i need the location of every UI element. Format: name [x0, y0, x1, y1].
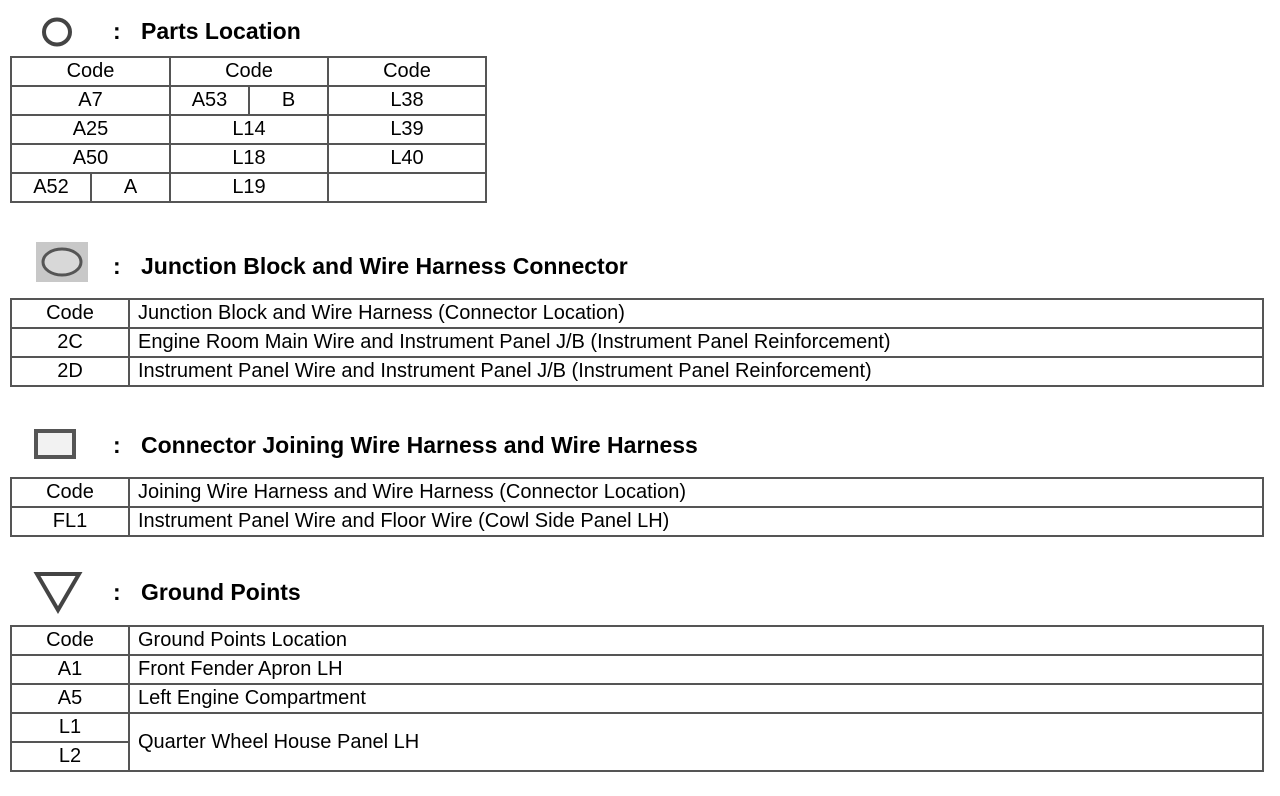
section-colon: :: [113, 253, 121, 279]
section-title-connector-joining: Connector Joining Wire Harness and Wire Harness: [141, 432, 698, 458]
oval-shaded-icon: [34, 240, 90, 284]
code-cell: FL1: [11, 507, 129, 536]
table-row: [11, 173, 486, 202]
header-description: Joining Wire Harness and Wire Harness (Connector Location): [129, 478, 1263, 507]
parts-location-table: [10, 56, 487, 203]
description-cell: Quarter Wheel House Panel LH: [129, 713, 1263, 771]
table-row: [11, 684, 1263, 713]
section-title-junction-block: Junction Block and Wire Harness Connector: [141, 253, 628, 279]
code-cell: A25: [11, 115, 170, 144]
code-cell: L2: [11, 742, 129, 771]
code-cell: L39: [328, 115, 486, 144]
section-title-ground-points: Ground Points: [141, 579, 301, 605]
header-code: Code: [11, 299, 129, 328]
header-description: Junction Block and Wire Harness (Connector Location): [129, 299, 1263, 328]
code-cell: A5: [11, 684, 129, 713]
connector-joining-table: [10, 477, 1264, 537]
code-cell: A52: [11, 173, 91, 202]
table-row: [11, 713, 1263, 742]
code-cell: 2D: [11, 357, 129, 386]
table-header-row: [11, 299, 1263, 328]
description-cell: Front Fender Apron LH: [129, 655, 1263, 684]
section-colon: :: [113, 579, 121, 605]
code-cell: L18: [170, 144, 328, 173]
code-cell: B: [249, 86, 328, 115]
section-title-parts-location: Parts Location: [141, 18, 301, 44]
table-row: [11, 507, 1263, 536]
junction-block-table: [10, 298, 1264, 387]
code-cell: A50: [11, 144, 170, 173]
ground-points-table: [10, 625, 1264, 772]
description-cell: Engine Room Main Wire and Instrument Panel J/B (Instrument Panel Reinforcement): [129, 328, 1263, 357]
section-colon: :: [113, 18, 121, 44]
circle-icon: [40, 16, 74, 48]
triangle-down-icon: [33, 570, 83, 614]
section-colon: :: [113, 432, 121, 458]
code-cell: L19: [170, 173, 328, 202]
table-row: [11, 655, 1263, 684]
table-row: [11, 357, 1263, 386]
header-code: Code: [11, 626, 129, 655]
header-description: Ground Points Location: [129, 626, 1263, 655]
code-cell: A53: [170, 86, 249, 115]
code-cell: A1: [11, 655, 129, 684]
code-cell: L1: [11, 713, 129, 742]
code-cell: L14: [170, 115, 328, 144]
rectangle-icon: [33, 428, 77, 460]
code-cell: L40: [328, 144, 486, 173]
description-cell: Left Engine Compartment: [129, 684, 1263, 713]
description-cell: Instrument Panel Wire and Floor Wire (Cowl Side Panel LH): [129, 507, 1263, 536]
table-header-row: [11, 57, 486, 86]
table-header-row: [11, 478, 1263, 507]
code-cell: L38: [328, 86, 486, 115]
table-row: [11, 144, 486, 173]
code-cell: A7: [11, 86, 170, 115]
table-row: [11, 115, 486, 144]
table-header-row: [11, 626, 1263, 655]
code-cell: A: [91, 173, 170, 202]
table-row: [11, 328, 1263, 357]
code-cell: 2C: [11, 328, 129, 357]
header-code: Code: [328, 57, 486, 86]
code-cell: [328, 173, 486, 202]
description-cell: Instrument Panel Wire and Instrument Panel J/B (Instrument Panel Reinforcement): [129, 357, 1263, 386]
header-code: Code: [11, 57, 170, 86]
header-code: Code: [170, 57, 328, 86]
header-code: Code: [11, 478, 129, 507]
table-row: [11, 86, 486, 115]
